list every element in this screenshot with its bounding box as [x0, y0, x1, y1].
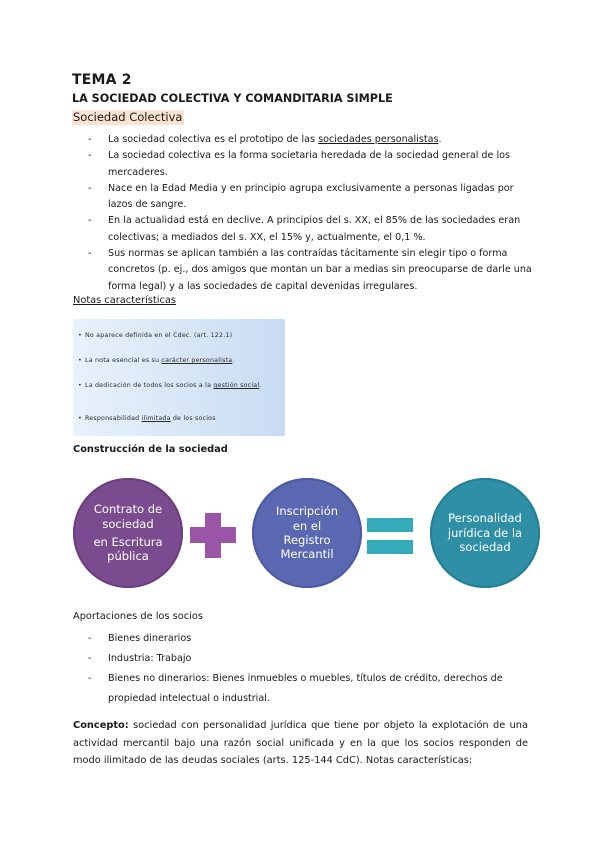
list-item: - Bienes dinerarios [72, 629, 532, 649]
list-item: - Bienes no dinerarios: Bienes inmuebles o muebles, títulos de crédito, derechos de propiedad intelectual o industrial. [72, 669, 532, 709]
list-item: - La sociedad colectiva es la forma societaria heredada de la sociedad general de los mercaderes. [72, 148, 532, 181]
sociedades-personalistas-link: sociedades personalistas [318, 134, 439, 145]
construction-heading: Construcción de la sociedad [73, 444, 228, 455]
concepto-paragraph: Concepto: sociedad con personalidad jurídica que tiene por objeto la explotación de una actividad mercantil bajo una razón social unificada y en la que los socios responden de modo ilimitado de las deudas sociales (arts. 125-144 CdC). Notas características: [73, 720, 528, 766]
personalidad-circle: Personalidad jurídica de la sociedad [430, 478, 540, 588]
note-bullet: • La nota esencial es su carácter personalista. [85, 357, 281, 366]
aportaciones-list [72, 629, 532, 709]
list-item: - En la actualidad está en declive. A principios del s. XX, el 85% de las sociedades eran colectivas; a mediados del s. XX, el 15% y, actualmente, el 0,1 %. [72, 213, 532, 246]
notes-heading: Notas características [73, 295, 176, 306]
section-heading: Sociedad Colectiva [73, 110, 183, 124]
concepto-label: Concepto: [73, 720, 129, 731]
notes-image-box [73, 319, 285, 436]
note-bullet: • No aparece definida en el Cdeс. (art. 122.1) [85, 332, 281, 341]
page-title: TEMA 2 [72, 72, 132, 88]
list-item: - Sus normas se aplican también a las contraídas tácitamente sin elegir tipo o forma concretos (p. ej., dos amigos que montan un bar a medias sin preocuparse de darle una forma legal) y a las sociedades de capital devenidas irregulares. [72, 246, 532, 295]
equals-icon [367, 518, 413, 532]
note-bullet: • La dedicación de todos los socios a la gestión social. [85, 382, 281, 391]
plus-icon-bar [190, 527, 236, 543]
list-item: - Nace en la Edad Media y en principio agrupa exclusivamente a personas ligadas por lazos de sangre. [72, 181, 532, 214]
note-bullet: • Responsabilidad ilimitada de los socios [85, 415, 281, 424]
page-subtitle: LA SOCIEDAD COLECTIVA Y COMANDITARIA SIMPLE [72, 92, 393, 105]
contrato-circle: Contrato de sociedad en Escritura pública [73, 478, 183, 588]
list-item: - La sociedad colectiva es el prototipo de las sociedades personalistas. [72, 132, 532, 148]
equals-icon-bar [367, 540, 413, 554]
intro-list [72, 132, 532, 295]
aportaciones-heading: Aportaciones de los socios [73, 611, 203, 622]
list-item: - Industria: Trabajo [72, 649, 532, 669]
inscripcion-circle: Inscripción en el Registro Mercantil [252, 478, 362, 588]
